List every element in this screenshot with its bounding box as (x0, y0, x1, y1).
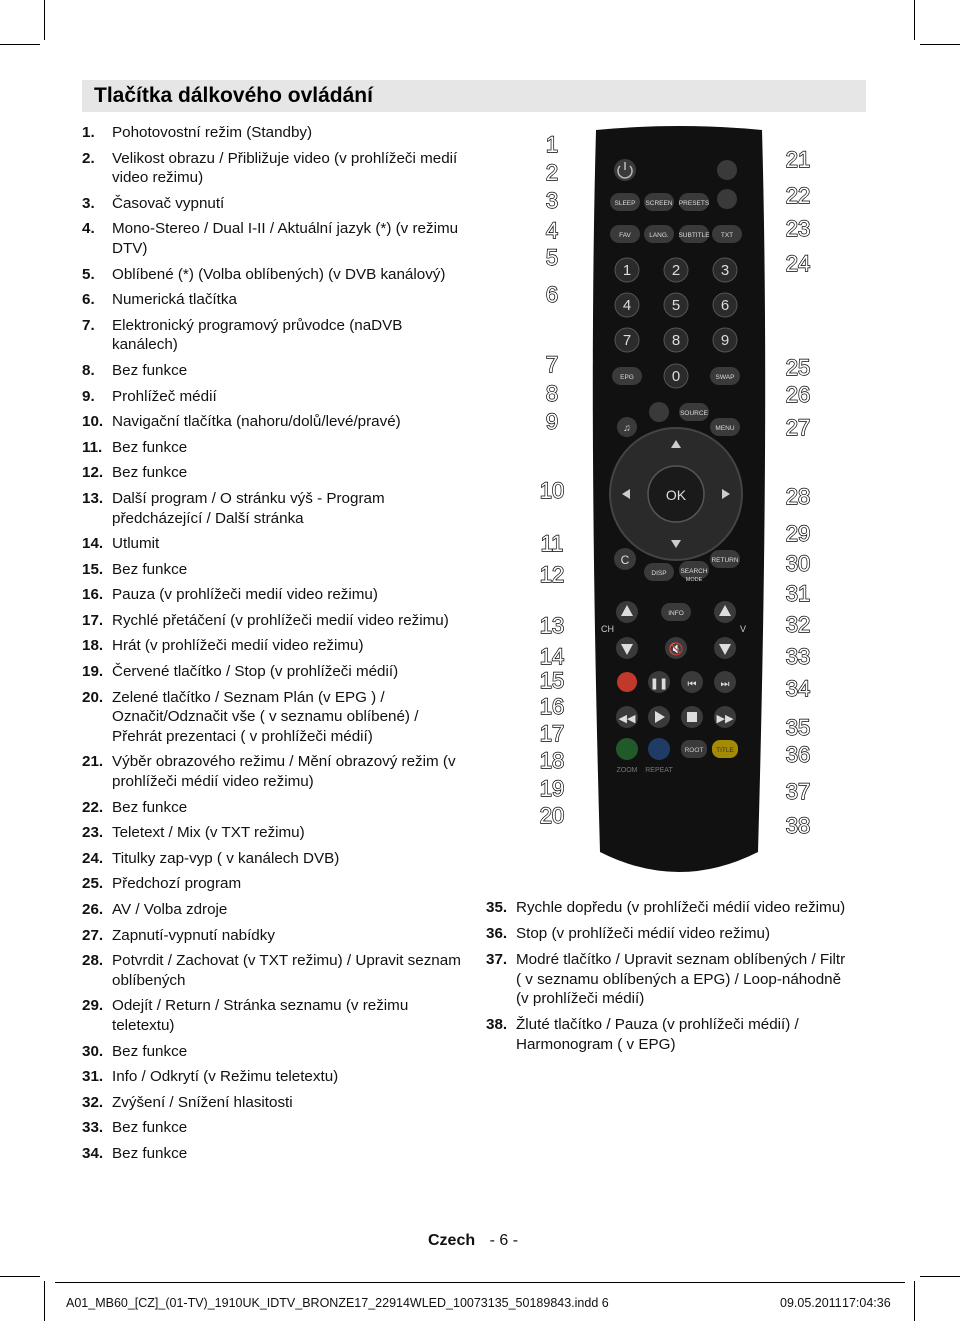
item-text: Výběr obrazového režimu / Mění obrazový režim (v prohlížeči médií video režimu) (112, 753, 456, 791)
callout-number: 5 (545, 245, 559, 270)
item-text: Navigační tlačítka (nahoru/dolů/levé/pravé) (112, 413, 401, 431)
item-number: 11. (82, 438, 103, 456)
list-item (82, 662, 462, 682)
callout-number: 32 (785, 612, 811, 637)
sleep-label: SLEEP (614, 200, 636, 207)
crop-mark (914, 1281, 915, 1321)
footer-page-number: - 6 - (489, 1232, 519, 1249)
callout-number: 15 (539, 668, 565, 693)
item-text: Pohotovostní režim (Standby) (112, 124, 313, 141)
list-item (82, 688, 462, 747)
lang-label: LANG. (649, 232, 669, 239)
item-number: 8. (82, 361, 95, 379)
item-text: Potvrdit / Zachovat (v TXT režimu) / Upravit seznam oblíbených (112, 952, 461, 989)
item-text: Velikost obrazu / Přibližuje video (v prohlížeči medií video režimu) (112, 149, 458, 187)
item-text: Numerická tlačítka (112, 291, 237, 309)
list-item (82, 926, 462, 946)
list-item (486, 924, 846, 944)
callout-number: 26 (785, 382, 811, 407)
callout-number: 36 (785, 742, 811, 767)
callout-number: 10 (539, 478, 565, 503)
item-number: 21. (82, 753, 104, 771)
item-text: Rychle dopředu (v prohlížeči médií video režimu) (516, 899, 846, 916)
txt-label: TXT (720, 232, 734, 239)
list-item (486, 1015, 846, 1054)
screen-mode-icon (717, 160, 737, 180)
callout-number: 2 (545, 160, 559, 185)
callout-number: 9 (545, 409, 559, 434)
callout-number: 8 (545, 381, 559, 406)
return-label: RETURN (711, 557, 739, 564)
ok-label: OK (665, 487, 687, 503)
callout-number: 30 (785, 551, 811, 576)
callout-number: 38 (785, 813, 811, 838)
mute-icon: 🔇 (668, 642, 684, 656)
callout-number: 20 (539, 803, 565, 828)
item-number: 16. (82, 586, 104, 604)
presets-label: PRESETS (678, 200, 710, 207)
list-item (82, 874, 462, 894)
item-text: Elektronický programový průvodce (naDVB kanálech) (112, 316, 403, 354)
item-text: Zelené tlačítko / Seznam Plán (v EPG ) / Označit/Odznačit vše ( v seznamu oblíbené) / Přehrát prezentaci ( v prohlížeči médií) (112, 688, 419, 745)
list-item (82, 463, 462, 483)
list-item (82, 387, 462, 407)
callout-number: 24 (785, 251, 811, 276)
list-item (82, 149, 462, 188)
item-text: Červené tlačítko / Stop (v prohlížeči médií) (112, 663, 399, 681)
digit-label: 5 (671, 297, 681, 314)
callout-number: 14 (539, 644, 565, 669)
list-item (486, 898, 846, 918)
callout-number: 27 (785, 415, 811, 440)
callout-number: 11 (540, 531, 564, 556)
callout-number: 21 (785, 147, 811, 172)
digit-label: 0 (671, 368, 681, 385)
item-text: Utlumit (112, 535, 160, 553)
menu-label: MENU (715, 425, 735, 432)
callout-number: 17 (539, 721, 565, 746)
slug-filename: A01_MB60_[CZ]_(01-TV)_1910UK_IDTV_BRONZE17_22914WLED_10073135_50189843.indd 6 (66, 1296, 609, 1310)
screen-label: SCREEN (645, 200, 673, 207)
list-item (82, 752, 462, 791)
slug-time: 17:04:36 (842, 1296, 891, 1310)
search1-label: SEARCH (680, 568, 708, 575)
repeat-button (648, 738, 670, 760)
callout-number: 16 (539, 694, 565, 719)
digit-label: 8 (671, 332, 681, 349)
item-number: 33. (82, 1119, 104, 1137)
digit-label: 2 (671, 262, 681, 279)
swap-label: SWAP (715, 374, 735, 381)
item-number: 6. (82, 291, 95, 309)
remote-control-diagram (534, 122, 824, 892)
item-number: 38. (486, 1016, 508, 1034)
item-number: 35. (486, 899, 508, 916)
list-item (82, 1093, 462, 1113)
item-text: Mono-Stereo / Dual I-II / Aktuální jazyk (*) (v režimu DTV) (112, 220, 459, 257)
item-number: 15. (82, 560, 104, 578)
item-text: AV / Volba zdroje (112, 901, 228, 918)
crop-mark (44, 1281, 45, 1321)
mono-stereo-button (717, 189, 737, 209)
item-number: 12. (82, 464, 104, 482)
item-number: 13. (82, 489, 104, 507)
search-mode-label: MODE (685, 577, 703, 583)
stop-icon (687, 712, 697, 722)
item-number: 25. (82, 875, 104, 893)
callout-number: 22 (785, 183, 811, 208)
item-text: Info / Odkrytí (v Režimu teletextu) (112, 1068, 339, 1086)
list-item (82, 534, 462, 554)
list-item (82, 316, 462, 355)
list-item (82, 823, 462, 843)
list-item (82, 219, 462, 258)
slug-date: 09.05.2011 (780, 1296, 842, 1310)
crop-mark (920, 44, 960, 45)
epg-label: EPG (620, 374, 634, 381)
list-item (82, 1118, 462, 1138)
list-item (82, 265, 462, 285)
item-number: 30. (82, 1042, 104, 1060)
callout-number: 33 (785, 644, 811, 669)
item-text: Časovač vypnutí (112, 194, 225, 212)
digit-label: 9 (720, 332, 730, 349)
item-text: Stop (v prohlížeči médií video režimu) (516, 925, 771, 943)
title-label: TITLE (716, 747, 734, 754)
list-item (82, 951, 462, 990)
callout-number: 13 (539, 613, 565, 638)
digit-label: 4 (622, 297, 632, 314)
item-text: Oblíbené (*) (Volba oblíbených) (v DVB kanálový) (112, 265, 446, 283)
callout-number: 31 (785, 581, 811, 606)
info-label: INFO (668, 610, 684, 617)
callout-number: 29 (785, 521, 811, 546)
callout-number: 18 (539, 748, 565, 773)
list-item (82, 412, 462, 432)
item-number: 1. (82, 124, 95, 141)
ad-button (649, 402, 669, 422)
slug-divider (55, 1282, 905, 1283)
digit-label: 1 (622, 262, 632, 279)
item-number: 34. (82, 1144, 104, 1162)
item-text: Bez funkce (112, 798, 188, 816)
v-label: V (740, 624, 747, 634)
fast-forward-icon: ▶▶ (716, 713, 734, 725)
item-number: 28. (82, 952, 104, 970)
item-text: Modré tlačítko / Upravit seznam oblíbených / Filtr ( v seznamu oblíbených a EPG) / Loop-náhodně (v prohlížeči médií) (516, 951, 846, 1008)
item-number: 32. (82, 1093, 104, 1111)
item-text: Předchozí program (112, 875, 242, 893)
ch-label: CH (601, 624, 614, 634)
list-item (82, 900, 462, 920)
item-number: 23. (82, 824, 104, 842)
music-note-icon: ♫ (623, 423, 631, 434)
list-item (82, 290, 462, 310)
item-number: 31. (82, 1068, 104, 1086)
item-text: Zapnutí-vypnutí nabídky (112, 926, 275, 944)
fav-label: FAV (619, 232, 631, 239)
digit-label: 6 (720, 297, 730, 314)
item-text: Odejít / Return / Stránka seznamu (v režimu teletextu) (112, 997, 409, 1034)
item-text: Bez funkce (112, 464, 188, 482)
page-footer (428, 1232, 518, 1250)
item-number: 20. (82, 688, 104, 706)
zoom-button (616, 738, 638, 760)
callout-number: 28 (785, 484, 811, 509)
callout-number: 6 (545, 282, 559, 307)
item-number: 19. (82, 663, 104, 681)
prev-icon: ⏮ (687, 679, 697, 690)
item-text: Titulky zap-vyp ( v kanálech DVB) (112, 849, 340, 867)
crop-mark (920, 1276, 960, 1277)
item-number: 2. (82, 149, 95, 167)
callout-number: 25 (785, 355, 811, 380)
item-number: 37. (486, 951, 508, 969)
list-item (82, 636, 462, 656)
callout-number: 34 (785, 676, 811, 701)
item-text: Hrát (v prohlížeči medií video režimu) (112, 637, 364, 655)
item-number: 5. (82, 265, 95, 283)
button-list-left (82, 123, 462, 1170)
item-number: 10. (82, 413, 104, 431)
item-number: 27. (82, 926, 104, 944)
callout-number: 3 (545, 188, 559, 213)
callout-number: 1 (545, 132, 559, 157)
disp-label: DISP (651, 570, 667, 577)
crop-mark (0, 44, 40, 45)
root-label: ROOT (684, 747, 704, 754)
list-item (82, 123, 462, 143)
item-number: 7. (82, 316, 95, 334)
crop-mark (0, 1276, 40, 1277)
item-number: 3. (82, 194, 95, 212)
callout-number: 4 (545, 218, 559, 243)
list-item (82, 1067, 462, 1087)
item-text: Bez funkce (112, 438, 188, 456)
item-text: Bez funkce (112, 560, 188, 578)
item-text: Žluté tlačítko / Pauza (v prohlížeči médií) / Harmonogram ( v EPG) (516, 1016, 799, 1054)
crop-mark (44, 0, 45, 40)
item-text: Teletext / Mix (v TXT režimu) (112, 824, 305, 842)
item-text: Bez funkce (112, 361, 188, 379)
item-number: 4. (82, 220, 95, 238)
callout-number: 12 (539, 562, 565, 587)
list-item (82, 194, 462, 214)
repeat-label: REPEAT (645, 767, 673, 774)
page-title-bar (82, 80, 866, 112)
callout-number: 35 (785, 715, 811, 740)
next-icon: ⏭ (720, 679, 730, 690)
rewind-icon: ◀◀ (618, 713, 636, 725)
footer-language: Czech (428, 1232, 476, 1249)
subtitle-label: SUBTITLE (678, 232, 710, 239)
item-number: 29. (82, 997, 104, 1015)
item-number: 22. (82, 798, 104, 816)
list-item (82, 585, 462, 605)
item-number: 18. (82, 637, 104, 655)
item-text: Bez funkce (112, 1119, 188, 1137)
item-text: Bez funkce (112, 1042, 188, 1060)
list-item (82, 438, 462, 458)
item-number: 36. (486, 925, 508, 943)
item-text: Pauza (v prohlížeči medií video režimu) (112, 586, 378, 604)
list-item (82, 996, 462, 1035)
pause-icon: ❚❚ (649, 678, 669, 690)
item-text: Další program / O stránku výš - Program předcházející / Další stránka (112, 489, 385, 527)
list-item (486, 950, 846, 1009)
c-label: C (620, 553, 630, 567)
callout-number: 7 (545, 352, 559, 377)
item-text: Rychlé přetáčení (v prohlížeči medií video režimu) (112, 611, 449, 629)
list-item (82, 1042, 462, 1062)
red-button (617, 672, 637, 692)
button-list-right (486, 898, 846, 1061)
item-text: Bez funkce (112, 1144, 188, 1162)
digit-label: 7 (622, 332, 632, 349)
list-item (82, 1144, 462, 1164)
list-item (82, 361, 462, 381)
item-number: 24. (82, 849, 104, 867)
item-number: 26. (82, 901, 104, 918)
callout-number: 23 (785, 216, 811, 241)
item-number: 14. (82, 535, 104, 553)
list-item (82, 560, 462, 580)
list-item (82, 489, 462, 528)
callout-number: 37 (785, 779, 811, 804)
list-item (82, 611, 462, 631)
item-text: Zvýšení / Snížení hlasitosti (112, 1093, 293, 1111)
list-item (82, 798, 462, 818)
callout-number: 19 (539, 776, 565, 801)
zoom-label: ZOOM (616, 767, 638, 774)
item-number: 9. (82, 387, 95, 405)
crop-mark (914, 0, 915, 40)
digit-label: 3 (720, 262, 730, 279)
item-number: 17. (82, 611, 104, 629)
source-label: SOURCE (680, 410, 708, 417)
item-text: Prohlížeč médií (112, 387, 217, 405)
list-item (82, 849, 462, 869)
page-title: Tlačítka dálkového ovládání (94, 84, 373, 107)
